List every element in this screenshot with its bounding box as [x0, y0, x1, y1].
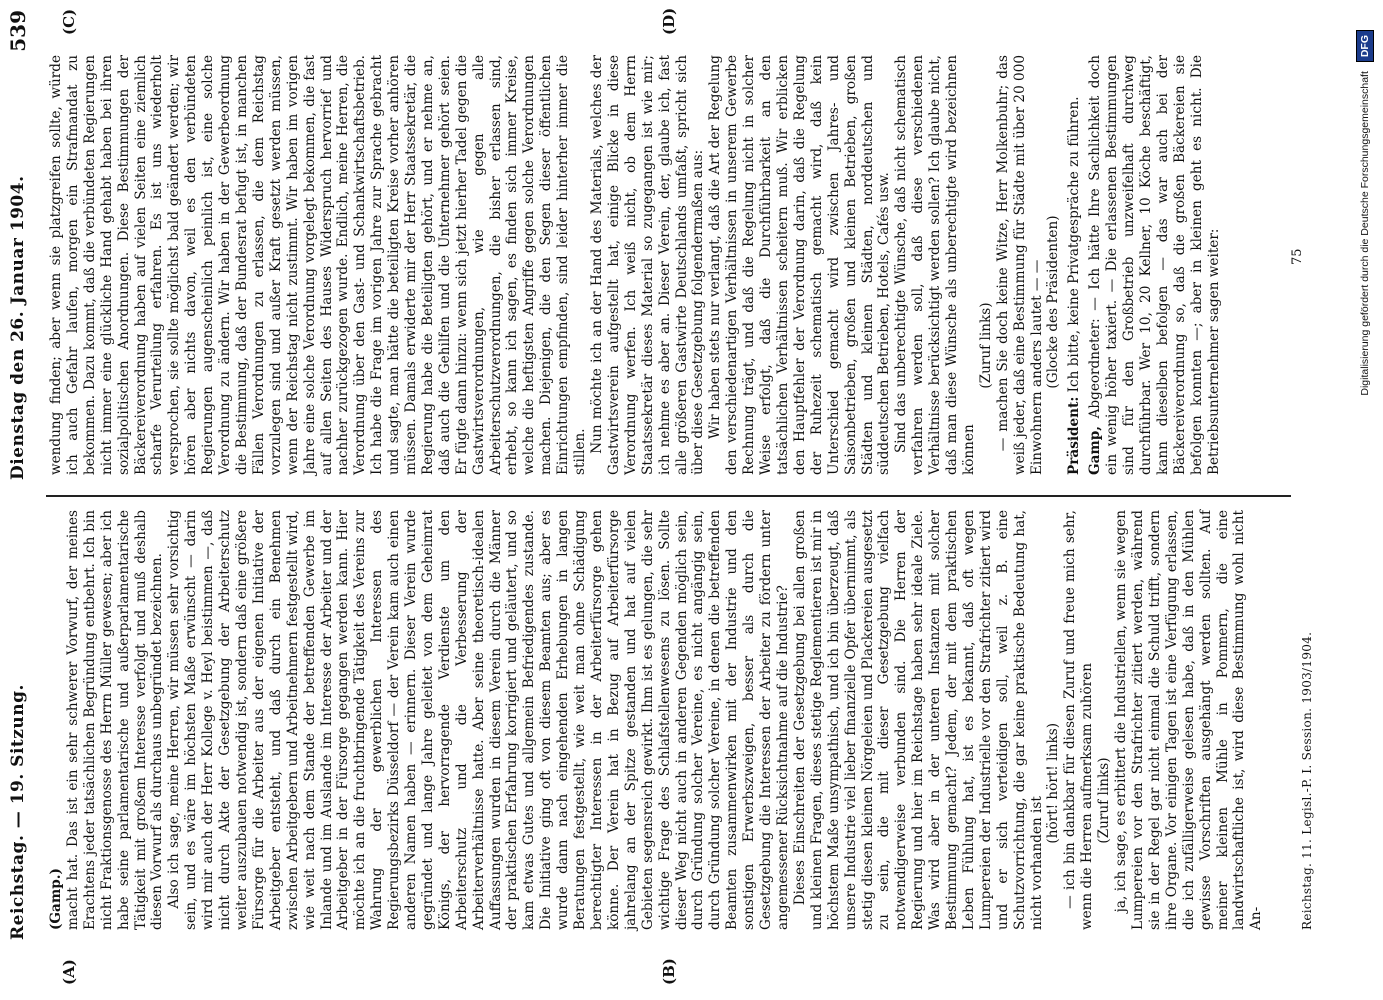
gamp-role: Abgeordneter: — [1087, 318, 1104, 419]
gamp-text: — Ich hätte Ihre Sachlichkeit doch ein wenig höher taxiert. — Die erlassenen Bestimmungen sind für den Großbetrieb unzweifelhaft durchweg durchführbar. Wer 10, 20 Kellner, 10 Köche beschäftigt, kann dieselben befolgen — das war auch bei der Bäckereiverordnung so, daß die großen Bäckereien sie befolgen konnten —; aber in kleinen geht es nicht. Die Betriebsunternehmer sagen weiter: — [1087, 55, 1222, 475]
page-header — [0, 0, 42, 1000]
sheet-number: 75 — [1290, 248, 1305, 265]
margin-label-a: (A) — [60, 959, 78, 985]
gamp-paragraph — [1087, 55, 1222, 475]
dfg-logo: DFG — [1356, 30, 1374, 62]
page-number: 539 — [6, 10, 30, 52]
left-column — [48, 510, 1265, 930]
left-column-text: macht hat. Das ist ein sehr schwerer Vorwurf, der meines Erachtens jeder tatsächlichen Begründung entbehrt. Ich bin nicht Fraktionsgenosse des Herrn Müller gewesen; aber ich habe seine parlamentarische und außerparlamentarische Tätigkeit mit großem Interesse verfolgt und muß deshalb diesen Vorwurf als durchaus unbegründet bezeichnen. Also ich sage, meine Herren, wir müssen sehr vorsichtig sein, und es wäre im höchsten Maße erwünscht — darin wird mir auch der Herr Kollege v. Heyl beistimmen —, daß nicht durch Akte der Gesetzgebung der Arbeiterschutz weiter auszubauen notwendig ist, sondern daß eine größere Fürsorge für die Arbeiter aus der eigenen Initiative der Arbeitgeber entsteht, und daß durch ein Benehmen zwischen Arbeitgebern und Arbeitnehmern festgestellt wird, wie weit nach dem Stande der betreffenden Gewerbe im Inlande und im Auslande im Interesse der Arbeiter und der Arbeitgeber in der Fürsorge gegangen werden kann. Hier möchte ich an die fruchtbringende Tätigkeit des Vereins zur Wahrung der gewerblichen Interessen des Regierungsbezirks Düsseldorf — der Verein kam auch einen anderen Namen haben — erinnern. Dieser Verein wurde gegründet und lange Jahre geleitet von dem Geheimrat Königs, der hervorragende Verdienste um den Arbeiterschutz und die Verbesserung der Arbeiterverhältnisse hatte. Aber seine theoretisch-idealen Auffassungen wurden in diesem Verein durch die Männer der praktischen Erfahrung korrigiert und geläutert, und so kam etwas Gutes und allgemein Befriedigendes zustande. Die Initiative ging oft von diesem Beamten aus; aber es wurde dann nach eingehenden Erhebungen in langen Beratungen festgestellt, wie weit man ohne Schädigung berechtigter Interessen in der Arbeiterfürsorge gehen könne. Der Verein hat in Bezug auf Arbeiterfürsorge jahrelang an der Spitze gestanden und hat auf vielen Gebieten segensreich gewirkt. Ihm ist es gelungen, die sehr wichtige Frage des Schlafstellenwesens zu lösen. Sollte dieser Weg nicht auch in anderen Gegenden möglich sein, durch Gründung solcher Vereine, es nicht angängig sein, durch Gründung solcher Vereine, in denen die betreffenden Beamten zusammenwirken mit der Industrie und den sonstigen Erwerbszweigen, besser als durch die Gesetzgebung die Interessen der Arbeiter zu fördern unter angemessener Rücksichtnahme auf die Industrie? Dieses Einschreiten der Gesetzgebung bei allen großen und kleinen Fragen, dieses stetige Reglementieren ist mir in höchstem Maße unsympathisch, und ich bin überzeugt, daß unsere Industrie viel lieber finanzielle Opfer übernimmt, als stetig diesen kleinen Nörgeleien und Plackereien ausgesetzt zu sein, die mit dieser Gesetzgebung vielfach notwendigerweise verbunden sind. Die Herren der Regierung und hier im Reichstage haben sehr ideale Ziele. Was wird aber in der unteren Instanzen mit solcher Bestimmung gemacht? Jedem, der mit dem praktischen Leben Fühlung hat, ist es bekannt, daß oft wegen Lumpereien der Industrielle vor den Strafrichter zitiert wird und er sich verteidigen soll, weil z. B. eine Schutzvorrichtung, die gar keine praktische Bedeutung hat, nicht vorhanden ist (hört! hört! links) — ich bin dankbar für diesen Zuruf und freue mich sehr, wenn die Herren aufmerksam zuhören (Zuruf links) ja, ich sage, es erbittert die Industriellen, wenn sie wegen Lumpereien vor den Strafrichter zitiert werden, während sie in der Regel gar nicht einmal die Schuld trifft, sondern ihre Organe. Vor einigen Tagen ist eine Verfügung erlassen, die ich zufälligerweise gelesen habe, daß in den Mühlen gewisse Vorschriften ausgehängt werden sollten. Auf meiner kleinen Mühle in Pommern, die eine landwirtschaftliche ist, wird diese Bestimmung wohl nicht An- — [64, 510, 1265, 930]
right-column-text: wendung finden; aber wenn sie platzgreifen sollte, würde ich auch Gefahr laufen, morgen ein Strafmandat zu bekommen. Dazu kommt, daß die verbündeten Regierungen nicht immer eine glückliche Hand gehabt haben bei ihren sozialpolitischen Anordnungen. Diese Bestimmungen der Bäckereiverordnung haben auf vielen Seiten eine ziemlich scharfe Verurteilung erfahren. Es ist uns wiederholt versprochen, sie sollte möglichst bald geändert werden; wir hören aber nichts davon, weil es den verbündeten Regierungen augenscheinlich peinlich ist, eine solche Verordnung zu ändern. Wir haben in der Gewerbeordnung die Bestimmung, daß der Bundesrat befugt ist, in manchen Fällen Verordnungen zu erlassen, die dem Reichstag vorzulegen sind und außer Kraft gesetzt werden müssen, wenn der Reichstag nicht zustimmt. Wir haben im vorigen Jahre eine solche Verordnung vorgelegt bekommen, die fast auf allen Seiten des Hauses Widerspruch hervorrief und nachher zurückgezogen wurde. Endlich, meine Herren, die Verordnung über den Gast- und Schankwirtschaftsbetrieb. Ich habe die Frage im vorigen Jahre zur Sprache gebracht und sagte, man hätte die beteiligten Kreise vorher anhören müssen. Damals erwiderte mir der Herr Staatssekretär, die Regierung habe die Beteiligten gehört, und er nehme an, daß auch die Gehilfen und die Unternehmer gehört seien. Er fügte dann hinzu: wenn sich jetzt hierher Tadel gegen die Gastwirtsverordnungen, wie gegen alle Arbeiterschutzverordnungen, die bisher erlassen sind, erhebt, so kann ich sagen, es finden sich immer Kreise, welche die heftigsten Angriffe gegen solche Verordnungen machen. Diejenigen, die den Segen dieser öffentlichen Einrichtungen empfinden, sind leider hinterher immer die stillen. Nun möchte ich an der Hand des Materials, welches der Gastwirtsverein aufgestellt hat, einige Blicke in diese Verordnung werfen. Ich weiß nicht, ob dem Herrn Staatssekretär dieses Material so zugegangen ist wie mir; ich nehme es aber an. Dieser Verein, der, glaube ich, fast alle größeren Gastwirte Deutschlands umfaßt, spricht sich über diese Gesetzgebung folgendermaßen aus: Wir haben stets nur verlangt, daß die Art der Regelung den verschiedenartigen Verhältnissen in unserem Gewerbe Rechnung trägt, und daß die Regelung nicht in solcher Weise erfolgt, daß die Durchführbarkeit an den tatsächlichen Verhältnissen scheitern muß. Wir erblicken den Hauptfehler der Verordnung darin, daß die Regelung der Ruhezeit schematisch gemacht wird, daß kein Unterschied gemacht wird zwischen Jahres- und Saisonbetrieben, großen und kleinen Betrieben, großen Städten und kleinen Städten, norddeutschen und süddeutschen Betrieben, Hotels, Cafés usw. Sind das unberechtigte Wünsche, daß nicht schematisch verfahren werden soll, daß diese verschiedenen Verhältnisse berücksichtigt werden sollen? Ich glaube nicht, daß man diese Wünsche als unberechtigte wird bezeichnen können (Zuruf links) — machen Sie doch keine Witze, Herr Molkenbuhr; das weiß jeder, daß eine Bestimmung für Städte mit über 20 000 Einwohnern anders lautet — — (Glocke des Präsidenten) — [48, 55, 1062, 475]
digitization-notice — [1350, 30, 1380, 990]
column-divider — [46, 495, 1291, 497]
president-paragraph — [1066, 55, 1083, 475]
header-right: Dienstag den 26. Januar 1904. — [8, 175, 28, 480]
president-text: Ich bitte, keine Privatgespräche zu führen. — [1066, 96, 1083, 393]
right-column — [48, 55, 1223, 475]
gamp-label: Gamp, — [1087, 425, 1104, 475]
header-left: Reichstag. — 19. Sitzung. — [8, 684, 28, 940]
president-label: Präsident: — [1066, 396, 1083, 475]
margin-label-b: (B) — [660, 958, 678, 985]
margin-label-c: (C) — [60, 8, 78, 35]
footer-left: Reichstag. 11. Legisl.-P. I. Session. 1903/1904. — [1300, 631, 1314, 930]
speaker-tag: (Gamp.) — [48, 868, 64, 930]
digitization-text: Digitalisierung gefördert durch die Deutsche Forschungsgemeinschaft — [1359, 71, 1371, 396]
margin-label-d: (D) — [660, 7, 678, 35]
